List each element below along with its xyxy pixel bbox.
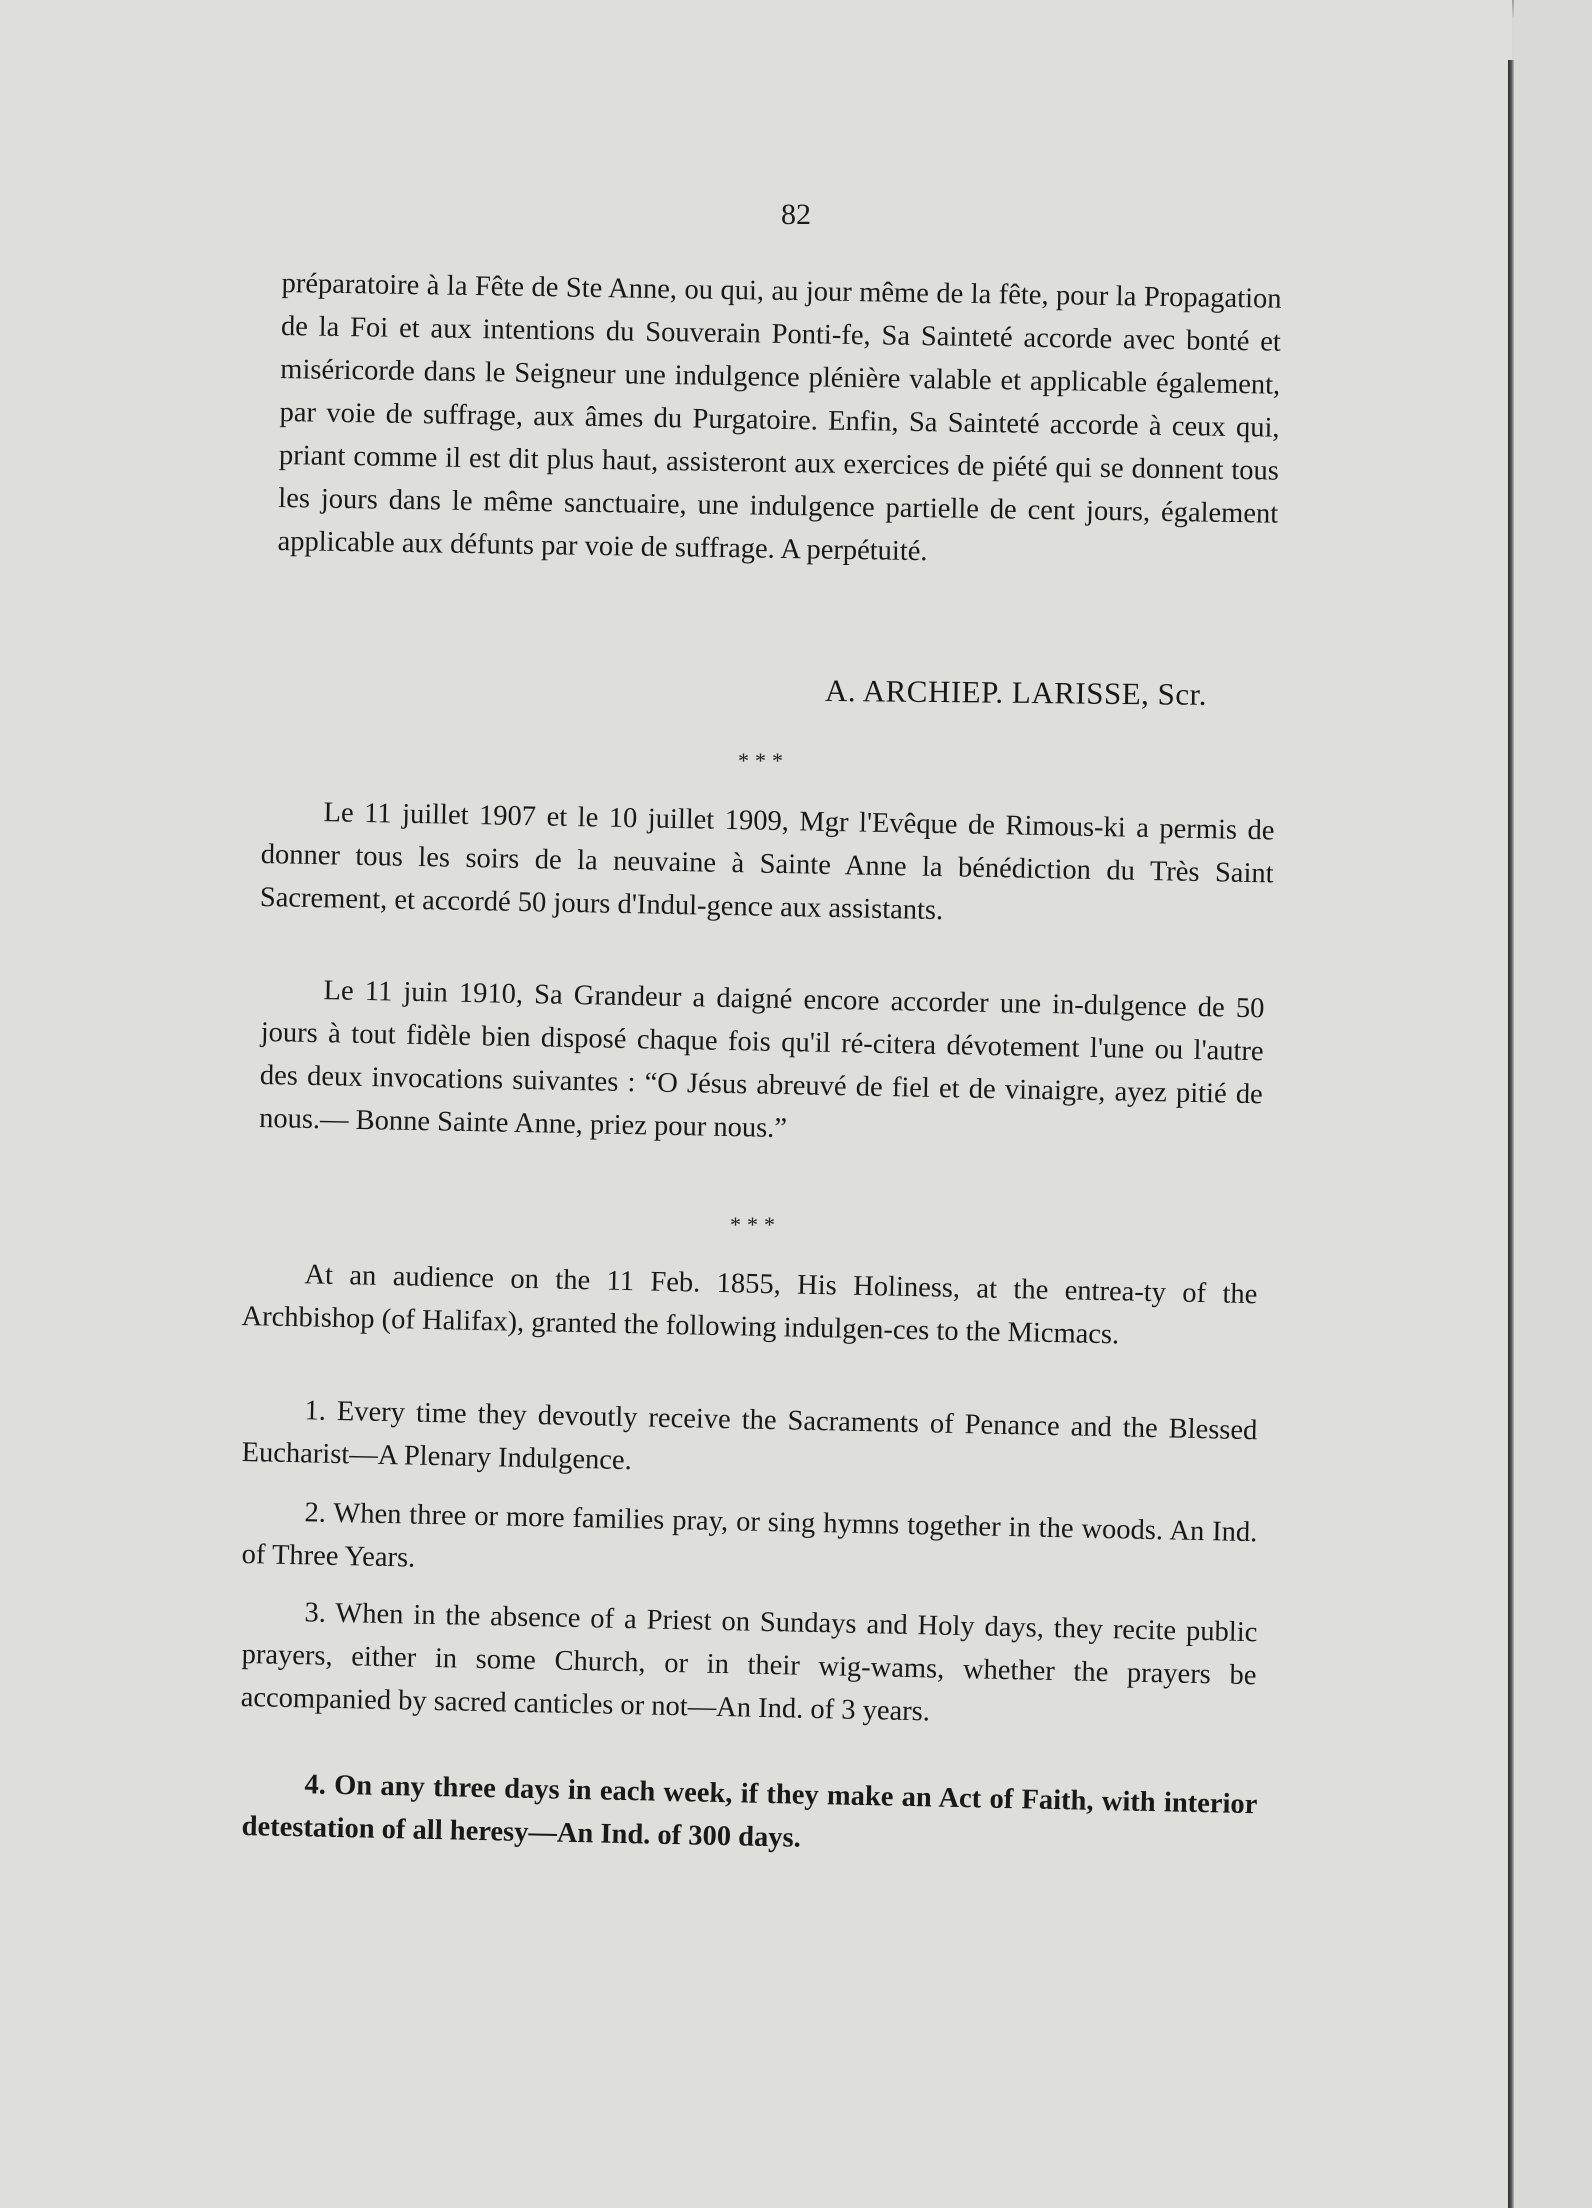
rimouski-text: Le 11 juillet 1907 et le 10 juillet 1909, Mgr l'Evêque de Rimous-ki a permis de donner tous les soirs de la neuvaine à Sainte Anne la bénédiction du Très Saint Sacrement, et accordé 50 jours d'Indul-gence aux assistants.: [259, 797, 1275, 927]
page-number: 82: [781, 198, 811, 231]
indulgence-item-3: [240, 1590, 1257, 1740]
french-decree-text: préparatoire à la Fête de Ste Anne, ou qui, au jour même de la fête, pour la Propagation de la Foi et aux intentions du Souverain Ponti-fe, Sa Sainteté accorde avec bonté et miséricorde dans le Seigneur une indulgence plénière valable et applicable également, par voie de suffrage, aux âmes du Purgatoire. Enfin, Sa Sainteté accorde à ceux qui, priant comme il est dit plus haut, assisteront aux exercices de piété qui se donnent tous les jours dans le même sanctuaire, une indulgence partielle de cent jours, également applicable aux défunts par voie de suffrage. A perpétuité.: [277, 267, 1282, 568]
list-item: 2. When three or more families pray, or sing hymns together in the woods. An Ind. of Three Years.: [241, 1497, 1258, 1574]
adjacent-page-strip: [1514, 0, 1592, 2208]
signature-line: A. ARCHIEP. LARISSE, Scr.: [824, 672, 1208, 712]
section-separator-1: ***: [738, 748, 789, 773]
audience-text: At an audience on the 11 Feb. 1855, His Holiness, at the entrea-ty of the Archbishop (of Halifax), granted the following indulgen-ces to the Micmacs.: [241, 1259, 1258, 1351]
list-item: 1. Every time they devoutly receive the Sacraments of Penance and the Blessed Eucharist—A Plenary Indulgence.: [241, 1395, 1258, 1477]
list-item: 4. On any three days in each week, if they make an Act of Faith, with interior detestation of all heresy—An Ind. of 300 days.: [241, 1769, 1258, 1854]
french-decree-continuation: [277, 262, 1282, 579]
juin-paragraph: [259, 968, 1265, 1159]
list-item: 3. When in the absence of a Priest on Sundays and Holy days, they recite public prayers, either in some Church, or in their wig-wams, whether the prayers be accompanied by sacred canticles or not—An Ind. of 3 years.: [240, 1597, 1258, 1728]
section-separator-2: ***: [730, 1212, 781, 1237]
rimouski-paragraph: [260, 790, 1275, 938]
juin-text: Le 11 juin 1910, Sa Grandeur a daigné encore accorder une in-dulgence de 50 jours à tout fidèle bien disposé chaque fois qu'il ré-citera dévotement l'une ou l'autre des deux invocations suivantes : “O Jésus abreuvé de fiel et de vinaigre, ayez pitié de nous.— Bonne Sainte Anne, priez pour nous.”: [258, 975, 1265, 1145]
